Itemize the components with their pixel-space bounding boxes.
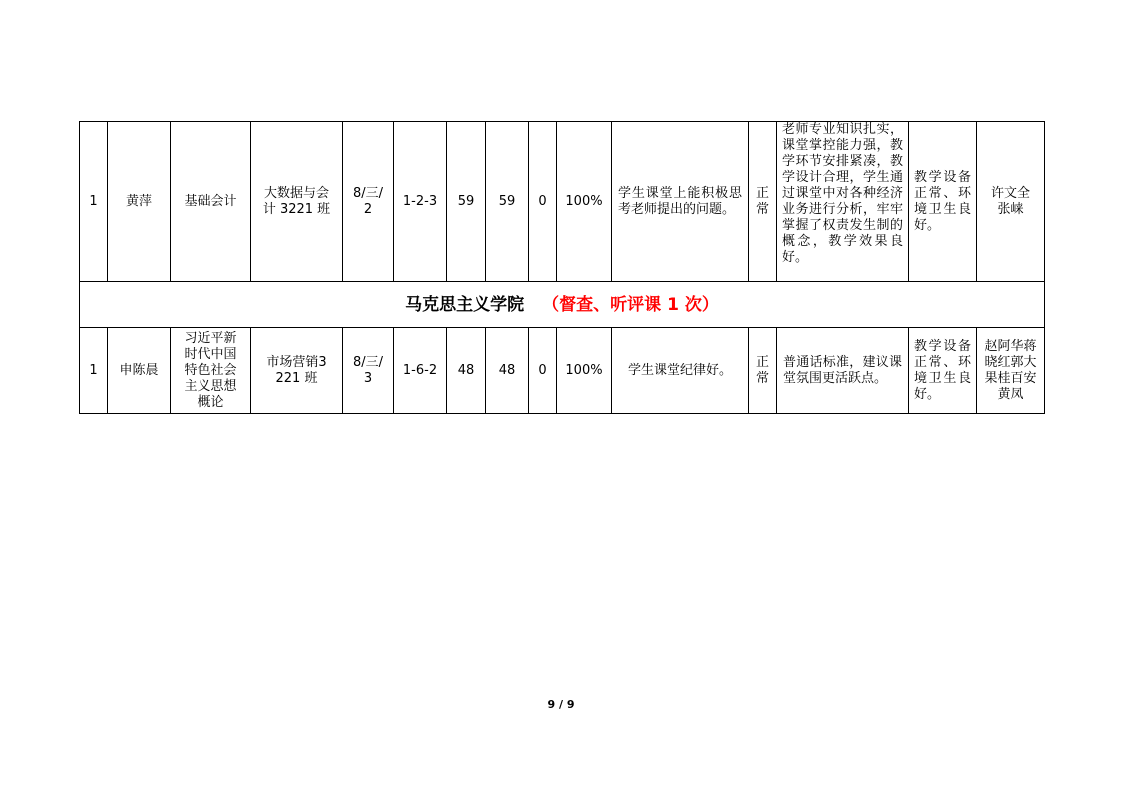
attendance-rate: 100% [557,328,612,414]
inspection-table [79,121,1045,414]
lesson-time: 8/三/3 [343,328,394,414]
expected-count: 59 [447,122,486,282]
actual-count: 59 [486,122,529,282]
table-row [80,122,1045,282]
lesson-period: 1-2-3 [394,122,447,282]
page-number: 9 / 9 [547,698,575,711]
inspectors: 赵阿华蒋晓红郭大果桂百安黄凤 [977,328,1045,414]
teaching-evaluation: 普通话标准，建议课堂氛围更活跃点。 [777,328,909,414]
attendance-rate: 100% [557,122,612,282]
row-number: 1 [80,328,108,414]
section-header [80,282,1045,328]
class-name: 市场营销3221 班 [251,328,343,414]
section-header-row [80,282,1045,328]
teaching-evaluation: 老师专业知识扎实，课堂掌控能力强，教学环节安排紧凑，教学设计合理，学生通过课堂中对各种经济业务进行分析，牢牢掌握了权责发生制的概念，教学效果良好。 [777,122,909,282]
class-name: 大数据与会计 3221 班 [251,122,343,282]
absent-count: 0 [529,328,557,414]
section-note: （督查、听评课 1 次） [542,294,719,315]
student-status: 学生课堂上能积极思考老师提出的问题。 [612,122,749,282]
class-order: 正常 [749,328,777,414]
student-status: 学生课堂纪律好。 [612,328,749,414]
row-number: 1 [80,122,108,282]
environment-status: 教学设备正常、环境卫生良好。 [909,122,977,282]
teacher-name: 黄萍 [108,122,171,282]
course-name: 基础会计 [171,122,251,282]
teacher-name: 申陈晨 [108,328,171,414]
actual-count: 48 [486,328,529,414]
class-order: 正常 [749,122,777,282]
environment-status: 教学设备正常、环境卫生良好。 [909,328,977,414]
section-name: 马克思主义学院 [405,294,525,315]
expected-count: 48 [447,328,486,414]
lesson-time: 8/三/2 [343,122,394,282]
lesson-period: 1-6-2 [394,328,447,414]
inspectors: 许文全张崃 [977,122,1045,282]
table-row [80,328,1045,414]
absent-count: 0 [529,122,557,282]
course-name: 习近平新时代中国特色社会主义思想概论 [171,328,251,414]
